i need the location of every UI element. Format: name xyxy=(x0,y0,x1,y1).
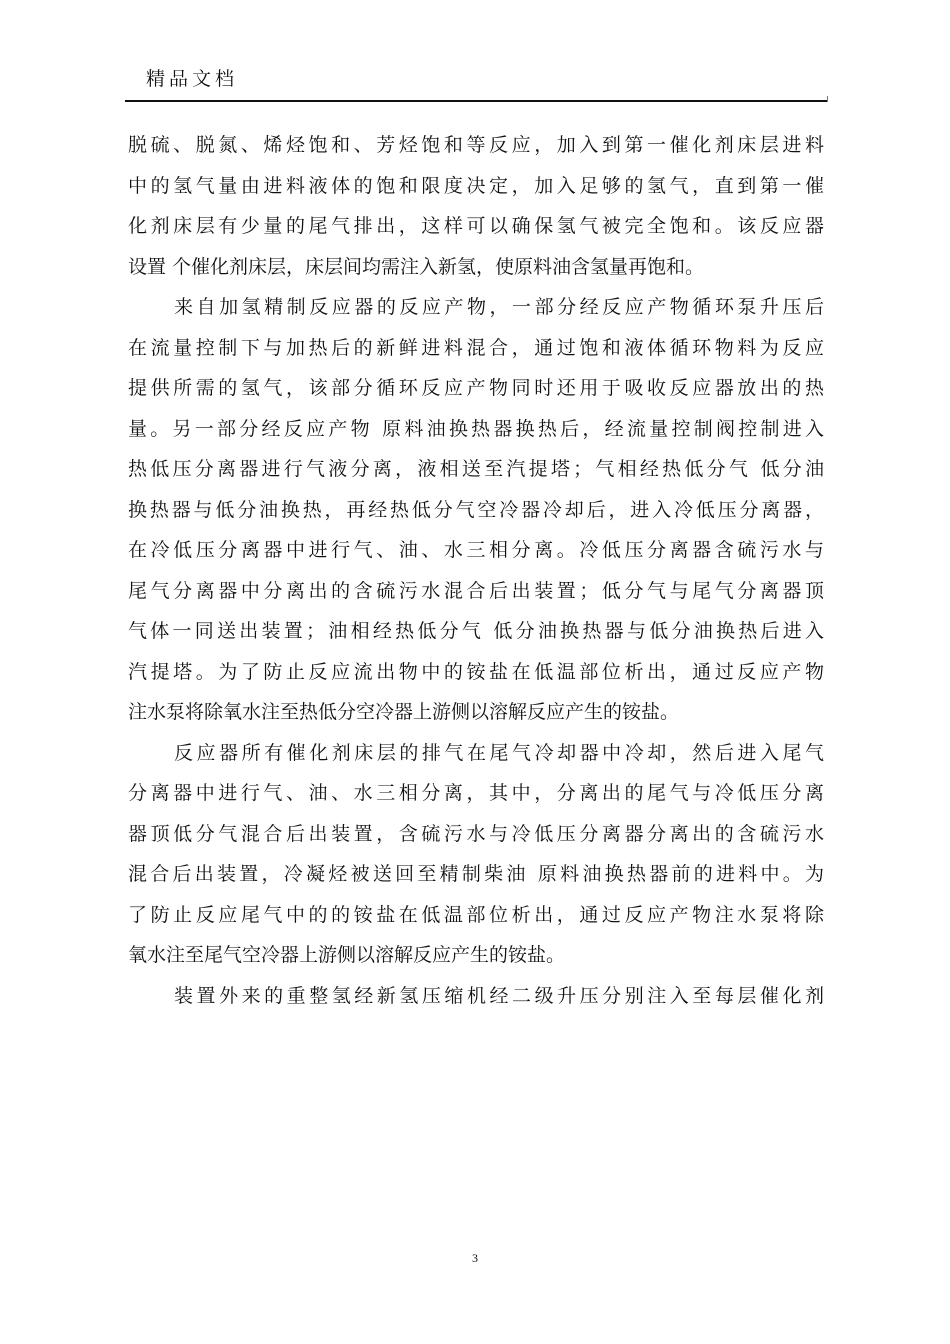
text-line: 在流量控制下与加热后的新鲜进料混合，通过饱和液体循环物料为反应 xyxy=(128,336,824,359)
header-rule xyxy=(125,100,827,102)
paragraph xyxy=(128,976,824,1017)
text-line: 设置 个催化剂床层，床层间均需注入新氢，使原料油含氢量再饱和。 xyxy=(128,255,705,278)
paragraph xyxy=(128,287,824,733)
text-line: 尾气分离器中分离出的含硫污水混合后出装置；低分气与尾气分离器顶 xyxy=(128,579,824,602)
paragraph xyxy=(128,125,824,287)
text-line: 在冷低压分离器中进行气、油、水三相分离。冷低压分离器含硫污水与 xyxy=(128,539,824,561)
text-line: 器顶低分气混合后出装置，含硫污水与冷低压分离器分离出的含硫污水 xyxy=(128,822,824,845)
text-line: 汽提塔。为了防止反应流出物中的铵盐在低温部位析出，通过反应产物 xyxy=(128,660,824,683)
header-rule-end-mark xyxy=(827,96,828,102)
header-title: 精品文档 xyxy=(146,68,239,90)
text-line: 混合后出装置，冷凝烃被送回至精制柴油 原料油换热器前的进料中。为 xyxy=(128,863,824,885)
text-line: 注水泵将除氧水注至热低分空冷器上游侧以溶解反应产生的铵盐。 xyxy=(128,701,680,723)
text-line: 热低压分离器进行气液分离，液相送至汽提塔；气相经热低分气 低分油 xyxy=(128,458,824,480)
text-line: 中的氢气量由进料液体的饱和限度决定，加入足够的氢气，直到第一催 xyxy=(128,174,824,197)
text-line: 反应器所有催化剂床层的排气在尾气冷却器中冷却，然后进入尾气 xyxy=(174,741,824,764)
page-number: 3 xyxy=(472,1251,478,1265)
text-line: 脱硫、脱氮、烯烃饱和、芳烃饱和等反应，加入到第一催化剂床层进料 xyxy=(128,134,824,156)
text-line: 化剂床层有少量的尾气排出，这样可以确保氢气被完全饱和。该反应器 xyxy=(128,215,824,237)
text-line: 提供所需的氢气，该部分循环反应产物同时还用于吸收反应器放出的热 xyxy=(128,377,824,399)
text-line: 来自加氢精制反应器的反应产物，一部分经反应产物循环泵升压后 xyxy=(174,296,824,318)
text-line: 了防止反应尾气中的的铵盐在低温部位析出，通过反应产物注水泵将除 xyxy=(128,903,824,926)
text-line: 装置外来的重整氢经新氢压缩机经二级升压分别注入至每层催化剂 xyxy=(174,984,824,1007)
text-line: 换热器与低分油换热，再经热低分气空冷器冷却后，进入冷低压分离器， xyxy=(128,498,824,521)
text-line: 分离器中进行气、油、水三相分离，其中，分离出的尾气与冷低压分离 xyxy=(128,782,824,804)
text-line: 气体一同送出装置；油相经热低分气 低分油换热器与低分油换热后进入 xyxy=(128,620,824,642)
text-line: 氧水注至尾气空冷器上游侧以溶解反应产生的铵盐。 xyxy=(128,944,566,966)
body-text xyxy=(128,125,824,1016)
paragraph xyxy=(128,733,824,976)
text-line: 量。另一部分经反应产物 原料油换热器换热后，经流量控制阀控制进入 xyxy=(128,417,824,440)
